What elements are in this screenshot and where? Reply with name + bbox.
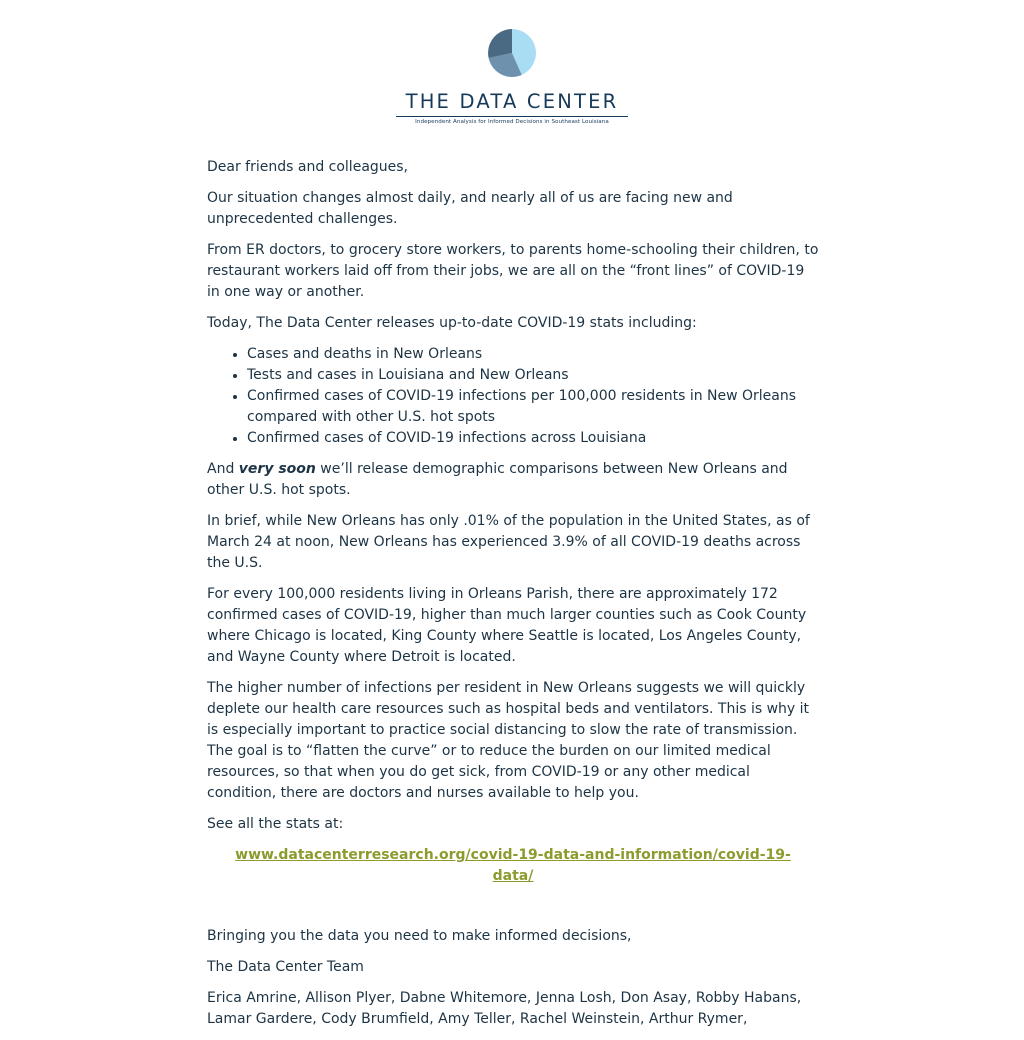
paragraph-4-start: And: [207, 461, 239, 477]
closing-line: Bringing you the data you need to make informed decisions,: [207, 928, 632, 944]
list-item: • Confirmed cases of COVID-19 infections per 100,000 residents in New Orleans compared with other U.S. hot spots: [247, 386, 819, 428]
paragraph-4-end: we’ll release demographic comparisons between New Orleans and other U.S. hot spots.: [207, 461, 788, 498]
emphasis-very-soon: very soon: [238, 461, 316, 477]
list-item: • Cases and deaths in New Orleans: [247, 344, 819, 365]
stats-list: [207, 344, 819, 449]
paragraph-5: In brief, while New Orleans has only .01% of the population in the United States, as of March 24 at noon, New Orleans has experienced 3.9% of all COVID-19 deaths across the U.S.: [207, 513, 810, 571]
stats-link-container: [207, 845, 819, 887]
pie-logo-icon: [488, 29, 536, 77]
org-name: THE DATA CENTER: [405, 90, 619, 113]
paragraph-7: The higher number of infections per resident in New Orleans suggests we will quickly deplete our health care resources such as hospital beds and ventilators. This is why it is especially important to practice social distancing to slow the rate of transmission. The goal is to “flatten the curve” or to reduce the burden on our limited medical resources, so that when you do get sick, from COVID-19 or any other medical condition, there are doctors and nurses available to help you.: [207, 680, 810, 801]
team-names: Erica Amrine, Allison Plyer, Dabne Whitemore, Jenna Losh, Don Asay, Robby Habans, Lamar Gardere, Cody Brumfield, Amy Teller, Rachel Weinstein, Arthur Rymer,: [207, 990, 802, 1027]
logo-divider: [396, 116, 628, 117]
signature-team: The Data Center Team: [207, 959, 364, 975]
paragraph-6: For every 100,000 residents living in Orleans Parish, there are approximately 172 confirmed cases of COVID-19, higher than much larger counties such as Cook County where Chicago is located, King County where Seattle is located, Los Angeles County, and Wayne County where Detroit is located.: [207, 586, 807, 665]
paragraph-1: Our situation changes almost daily, and nearly all of us are facing new and unprecedented challenges.: [207, 190, 733, 227]
paragraph-3: Today, The Data Center releases up-to-date COVID-19 stats including:: [207, 315, 697, 331]
greeting: Dear friends and colleagues,: [207, 159, 409, 175]
list-item: • Tests and cases in Louisiana and New Orleans: [247, 365, 819, 386]
see-stats-label: See all the stats at:: [207, 816, 344, 832]
org-tagline: Independent Analysis for Informed Decisions in Southeast Louisiana: [415, 119, 609, 125]
stats-link[interactable]: www.datacenterresearch.org/covid-19-data-and-information/covid-19-data/: [235, 847, 791, 884]
paragraph-4: [207, 459, 819, 501]
letter-body: [207, 157, 819, 1040]
spacer: [207, 906, 819, 926]
list-item: • Confirmed cases of COVID-19 infections across Louisiana: [247, 428, 819, 449]
paragraph-2: From ER doctors, to grocery store workers, to parents home-schooling their children, to restaurant workers laid off from their jobs, we are all on the “front lines” of COVID-19 in one way or another.: [207, 242, 819, 300]
header: [0, 0, 1024, 140]
